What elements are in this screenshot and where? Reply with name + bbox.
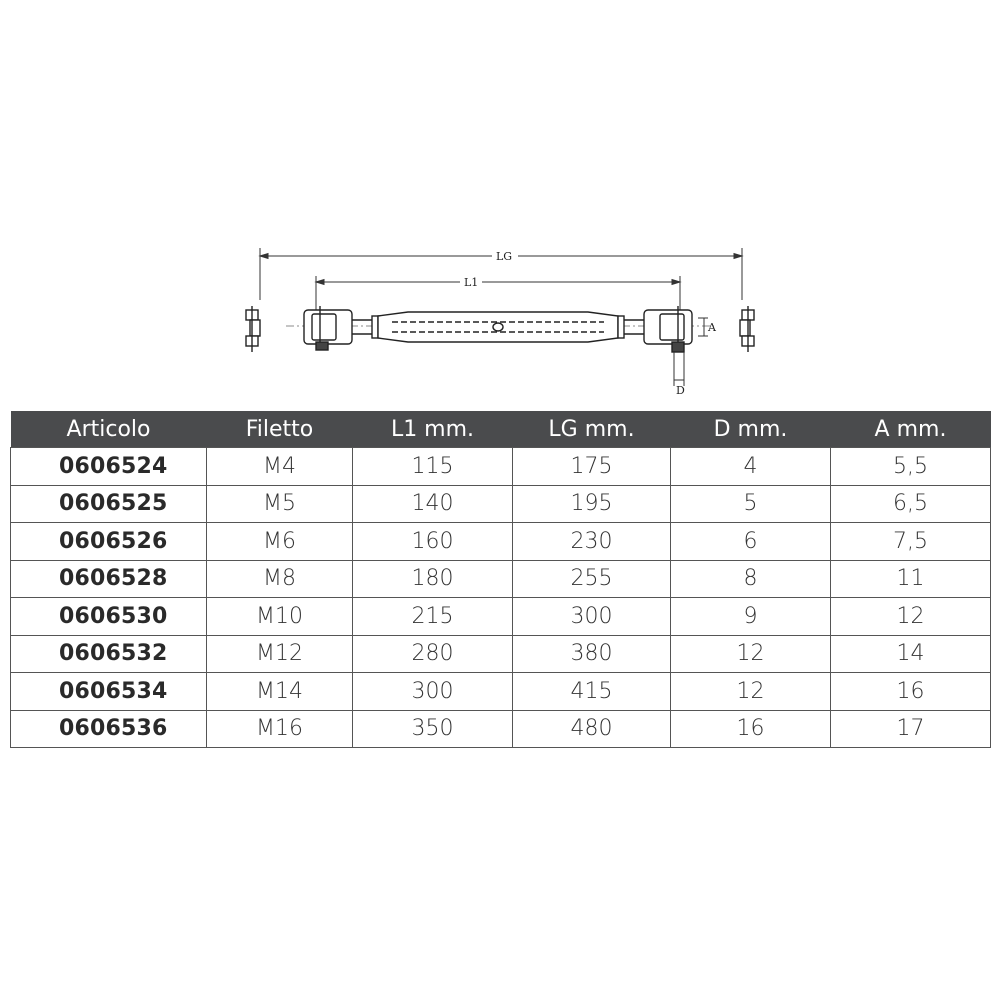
table-row	[11, 710, 991, 748]
cell-a: 16	[831, 673, 991, 711]
right-end-view	[740, 306, 754, 352]
d-dimension	[674, 352, 684, 386]
cell-articolo: 0606525	[11, 485, 207, 523]
cell-articolo: 0606524	[11, 448, 207, 486]
cell-a: 12	[831, 598, 991, 636]
column-header-a: A mm.	[831, 411, 991, 448]
column-header-lg: LG mm.	[513, 411, 671, 448]
cell-l1: 215	[353, 598, 513, 636]
cell-articolo: 0606534	[11, 673, 207, 711]
table-row	[11, 673, 991, 711]
cell-d: 12	[671, 635, 831, 673]
l1-label: L1	[464, 276, 479, 289]
cell-d: 4	[671, 448, 831, 486]
cell-articolo: 0606528	[11, 560, 207, 598]
table-row	[11, 485, 991, 523]
cell-a: 5,5	[831, 448, 991, 486]
cell-lg: 195	[513, 485, 671, 523]
cell-lg: 380	[513, 635, 671, 673]
turnbuckle-diagram	[232, 238, 768, 398]
column-header-articolo: Articolo	[11, 411, 207, 448]
cell-a: 6,5	[831, 485, 991, 523]
cell-lg: 255	[513, 560, 671, 598]
left-end-view	[246, 306, 260, 352]
right-jaw	[624, 306, 692, 352]
a-label: A	[708, 321, 716, 334]
cell-articolo: 0606536	[11, 710, 207, 748]
spec-table	[10, 411, 991, 748]
column-header-filetto: Filetto	[207, 411, 353, 448]
table-header-row	[11, 411, 991, 448]
cell-lg: 230	[513, 523, 671, 561]
cell-d: 16	[671, 710, 831, 748]
cell-lg: 480	[513, 710, 671, 748]
a-dimension	[698, 318, 708, 336]
cell-lg: 175	[513, 448, 671, 486]
cell-a: 14	[831, 635, 991, 673]
cell-filetto: M6	[207, 523, 353, 561]
cell-l1: 350	[353, 710, 513, 748]
cell-filetto: M12	[207, 635, 353, 673]
cell-d: 8	[671, 560, 831, 598]
cell-d: 5	[671, 485, 831, 523]
cell-filetto: M8	[207, 560, 353, 598]
table-row	[11, 523, 991, 561]
column-header-l1: L1 mm.	[353, 411, 513, 448]
cell-a: 17	[831, 710, 991, 748]
table-row	[11, 598, 991, 636]
table-row	[11, 448, 991, 486]
cell-l1: 160	[353, 523, 513, 561]
cell-a: 7,5	[831, 523, 991, 561]
cell-l1: 115	[353, 448, 513, 486]
cell-filetto: M14	[207, 673, 353, 711]
cell-lg: 415	[513, 673, 671, 711]
cell-articolo: 0606530	[11, 598, 207, 636]
cell-a: 11	[831, 560, 991, 598]
left-jaw	[304, 306, 372, 350]
cell-articolo: 0606532	[11, 635, 207, 673]
d-label: D	[676, 384, 685, 397]
cell-filetto: M16	[207, 710, 353, 748]
cell-l1: 280	[353, 635, 513, 673]
cell-filetto: M10	[207, 598, 353, 636]
cell-d: 12	[671, 673, 831, 711]
lg-label: LG	[496, 250, 513, 263]
cell-l1: 180	[353, 560, 513, 598]
cell-d: 6	[671, 523, 831, 561]
column-header-d: D mm.	[671, 411, 831, 448]
cell-lg: 300	[513, 598, 671, 636]
cell-l1: 140	[353, 485, 513, 523]
cell-articolo: 0606526	[11, 523, 207, 561]
cell-d: 9	[671, 598, 831, 636]
table-row	[11, 560, 991, 598]
table-row	[11, 635, 991, 673]
cell-filetto: M4	[207, 448, 353, 486]
cell-l1: 300	[353, 673, 513, 711]
cell-filetto: M5	[207, 485, 353, 523]
turnbuckle-body	[372, 312, 624, 342]
